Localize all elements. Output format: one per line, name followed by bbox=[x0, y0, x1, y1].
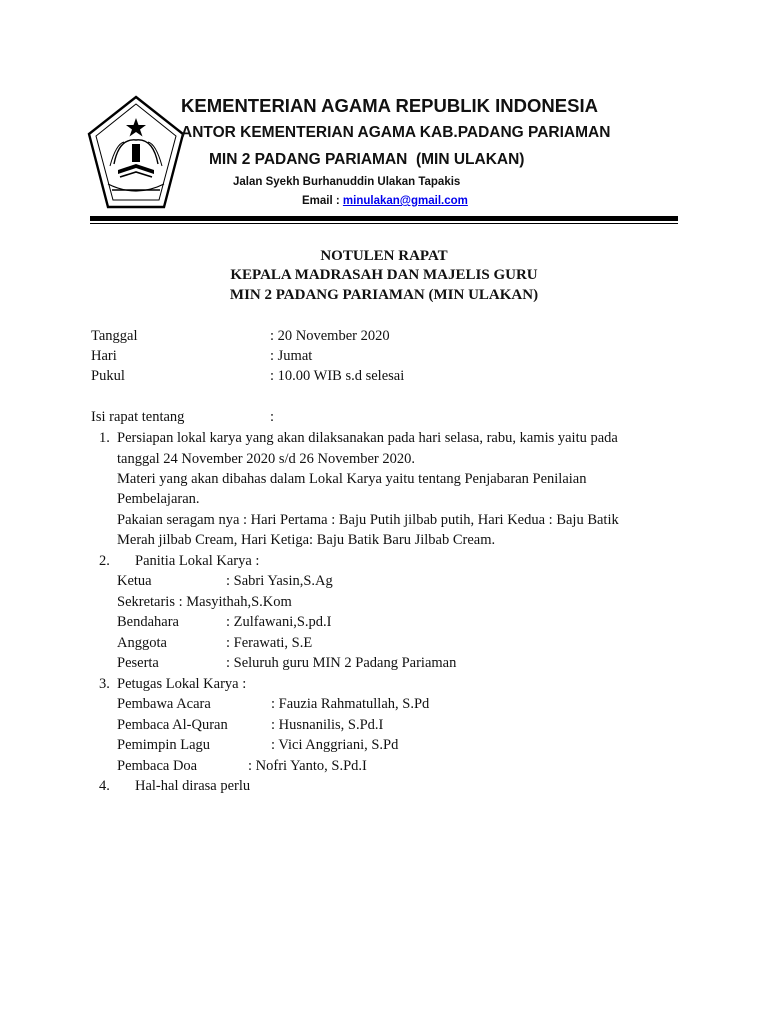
committee-sekretaris: Sekretaris : Masyithah,S.Kom bbox=[117, 594, 292, 610]
officer-label-pembaca-alquran: Pembaca Al-Quran bbox=[117, 717, 228, 733]
committee-value-ketua: : Sabri Yasin,S.Ag bbox=[226, 573, 333, 589]
officer-label-pembawa-acara: Pembawa Acara bbox=[117, 696, 211, 712]
committee-value-peserta: : Seluruh guru MIN 2 Padang Pariaman bbox=[226, 655, 457, 671]
officer-label-pembaca-doa: Pembaca Doa bbox=[117, 758, 198, 774]
item-1-number: 1. bbox=[99, 430, 110, 446]
letterhead-rule-thin bbox=[90, 223, 678, 224]
kemenag-emblem-logo bbox=[86, 94, 186, 210]
committee-label-ketua: Ketua bbox=[117, 573, 152, 589]
officer-value-pembawa-acara: : Fauzia Rahmatullah, S.Pd bbox=[271, 696, 430, 712]
committee-value-anggota: : Ferawati, S.E bbox=[226, 635, 313, 651]
committee-label-bendahara: Bendahara bbox=[117, 614, 179, 630]
committee-label-peserta: Peserta bbox=[117, 655, 159, 671]
letterhead-rule-thick bbox=[90, 216, 678, 221]
item-1-line: Materi yang akan dibahas dalam Lokal Karya yaitu tentang Penjabaran Penilaian bbox=[117, 471, 587, 487]
item-4-heading: Hal-hal dirasa perlu bbox=[135, 778, 251, 794]
meta-label-tanggal: Tanggal bbox=[91, 328, 138, 344]
item-1-line: Merah jilbab Cream, Hari Ketiga: Baju Batik Baru Jilbab Cream. bbox=[117, 532, 496, 548]
officer-value-pemimpin-lagu: : Vici Anggriani, S.Pd bbox=[271, 737, 399, 753]
meta-label-pukul: Pukul bbox=[91, 368, 125, 384]
item-3-number: 3. bbox=[99, 676, 110, 692]
item-1-line: Pakaian seragam nya : Hari Pertama : Baju Putih jilbab putih, Hari Kedua : Baju Batik bbox=[117, 512, 619, 528]
item-3-heading: Petugas Lokal Karya : bbox=[117, 676, 247, 692]
item-1-line: Persiapan lokal karya yang akan dilaksanakan pada hari selasa, rabu, kamis yaitu pada bbox=[117, 430, 618, 446]
meta-value-hari: : Jumat bbox=[270, 348, 313, 364]
item-4-number: 4. bbox=[99, 778, 110, 794]
officer-value-pembaca-doa: : Nofri Yanto, S.Pd.I bbox=[248, 758, 367, 774]
office-name: ANTOR KEMENTERIAN AGAMA KAB.PADANG PARIAMAN bbox=[181, 124, 611, 141]
item-1-line: tanggal 24 November 2020 s/d 26 November 2020. bbox=[117, 451, 416, 467]
email-line bbox=[302, 195, 468, 207]
committee-value-bendahara: : Zulfawani,S.pd.I bbox=[226, 614, 332, 630]
doc-subtitle: KEPALA MADRASAH DAN MAJELIS GURU bbox=[230, 267, 538, 283]
officer-value-pembaca-alquran: : Husnanilis, S.Pd.I bbox=[271, 717, 384, 733]
agenda-label: Isi rapat tentang bbox=[91, 409, 185, 425]
agenda-colon: : bbox=[270, 409, 275, 425]
meta-value-tanggal: : 20 November 2020 bbox=[270, 328, 390, 344]
email-label: Email : bbox=[302, 195, 343, 207]
doc-title: NOTULEN RAPAT bbox=[320, 248, 448, 264]
item-1-line: Pembelajaran. bbox=[117, 491, 200, 507]
doc-subtitle-school: MIN 2 PADANG PARIAMAN (MIN ULAKAN) bbox=[229, 287, 539, 303]
email-link[interactable]: minulakan@gmail.com bbox=[342, 195, 468, 207]
school-address: Jalan Syekh Burhanuddin Ulakan Tapakis bbox=[233, 176, 461, 188]
ministry-name: KEMENTERIAN AGAMA REPUBLIK INDONESIA bbox=[181, 95, 598, 116]
meta-value-pukul: : 10.00 WIB s.d selesai bbox=[270, 368, 405, 384]
committee-label-anggota: Anggota bbox=[117, 635, 167, 651]
school-name: MIN 2 PADANG PARIAMAN (MIN ULAKAN) bbox=[209, 151, 525, 168]
meta-label-hari: Hari bbox=[91, 348, 117, 364]
officer-label-pemimpin-lagu: Pemimpin Lagu bbox=[117, 737, 211, 753]
item-2-heading: Panitia Lokal Karya : bbox=[135, 553, 260, 569]
item-2-number: 2. bbox=[99, 553, 110, 569]
